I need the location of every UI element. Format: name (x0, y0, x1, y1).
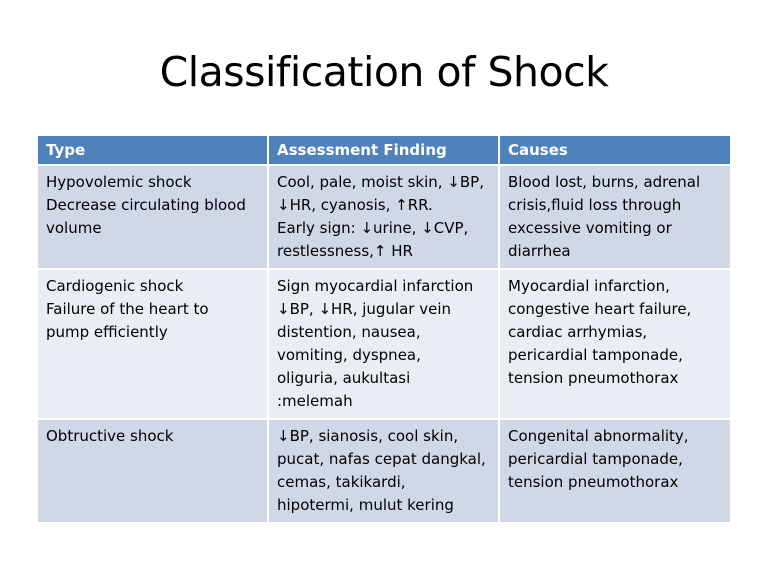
table-header-row (38, 136, 730, 165)
cell-line: cemas, takikardi, (277, 473, 406, 491)
cell-line: crisis,fluid loss through (508, 196, 682, 214)
cell-line: Early sign: ↓urine, ↓CVP, (277, 219, 469, 237)
table-row (38, 269, 730, 419)
cell-line: pericardial tamponade, (508, 346, 683, 364)
cell-line: pump efficiently (46, 323, 168, 341)
cell-line: Sign myocardial infarction (277, 277, 474, 295)
cell-line: excessive vomiting or (508, 219, 672, 237)
cell-line: Congenital abnormality, (508, 427, 689, 445)
header-assessment-finding: Assessment Finding (268, 136, 499, 165)
cell-line: ↓HR, cyanosis, ↑RR. (277, 196, 433, 214)
cell-line: ↓BP, sianosis, cool skin, (277, 427, 459, 445)
causes-cell (499, 165, 730, 269)
cell-line: Blood lost, burns, adrenal (508, 173, 701, 191)
cell-line: distention, nausea, (277, 323, 421, 341)
assessment-cell (268, 419, 499, 522)
table-row (38, 419, 730, 522)
cell-line: diarrhea (508, 242, 571, 260)
cell-line: :melemah (277, 392, 353, 410)
cell-line: Obtructive shock (46, 427, 174, 445)
type-cell (38, 269, 268, 419)
cell-line: Failure of the heart to (46, 300, 209, 318)
cell-line: cardiac arrhymias, (508, 323, 648, 341)
cell-line: Cool, pale, moist skin, ↓BP, (277, 173, 484, 191)
header-type: Type (38, 136, 268, 165)
cell-line: pericardial tamponade, (508, 450, 683, 468)
cell-line: oliguria, aukultasi (277, 369, 411, 387)
cell-line: pucat, nafas cepat dangkal, (277, 450, 486, 468)
type-cell (38, 419, 268, 522)
cell-line: ↓BP, ↓HR, jugular vein (277, 300, 452, 318)
cell-line: vomiting, dyspnea, (277, 346, 421, 364)
cell-line: Myocardial infarction, (508, 277, 670, 295)
causes-cell (499, 269, 730, 419)
table-row (38, 165, 730, 269)
causes-cell (499, 419, 730, 522)
slide-title: Classification of Shock (159, 48, 609, 96)
cell-line: Cardiogenic shock (46, 277, 184, 295)
cell-line: volume (46, 219, 102, 237)
cell-line: congestive heart failure, (508, 300, 692, 318)
shock-classification-table (38, 136, 730, 522)
cell-line: hipotermi, mulut kering (277, 496, 454, 514)
cell-line: tension pneumothorax (508, 473, 679, 491)
assessment-cell (268, 165, 499, 269)
assessment-cell (268, 269, 499, 419)
type-cell (38, 165, 268, 269)
header-causes: Causes (499, 136, 730, 165)
cell-line: Decrease circulating blood (46, 196, 246, 214)
cell-line: restlessness,↑ HR (277, 242, 413, 260)
cell-line: Hypovolemic shock (46, 173, 192, 191)
cell-line: tension pneumothorax (508, 369, 679, 387)
